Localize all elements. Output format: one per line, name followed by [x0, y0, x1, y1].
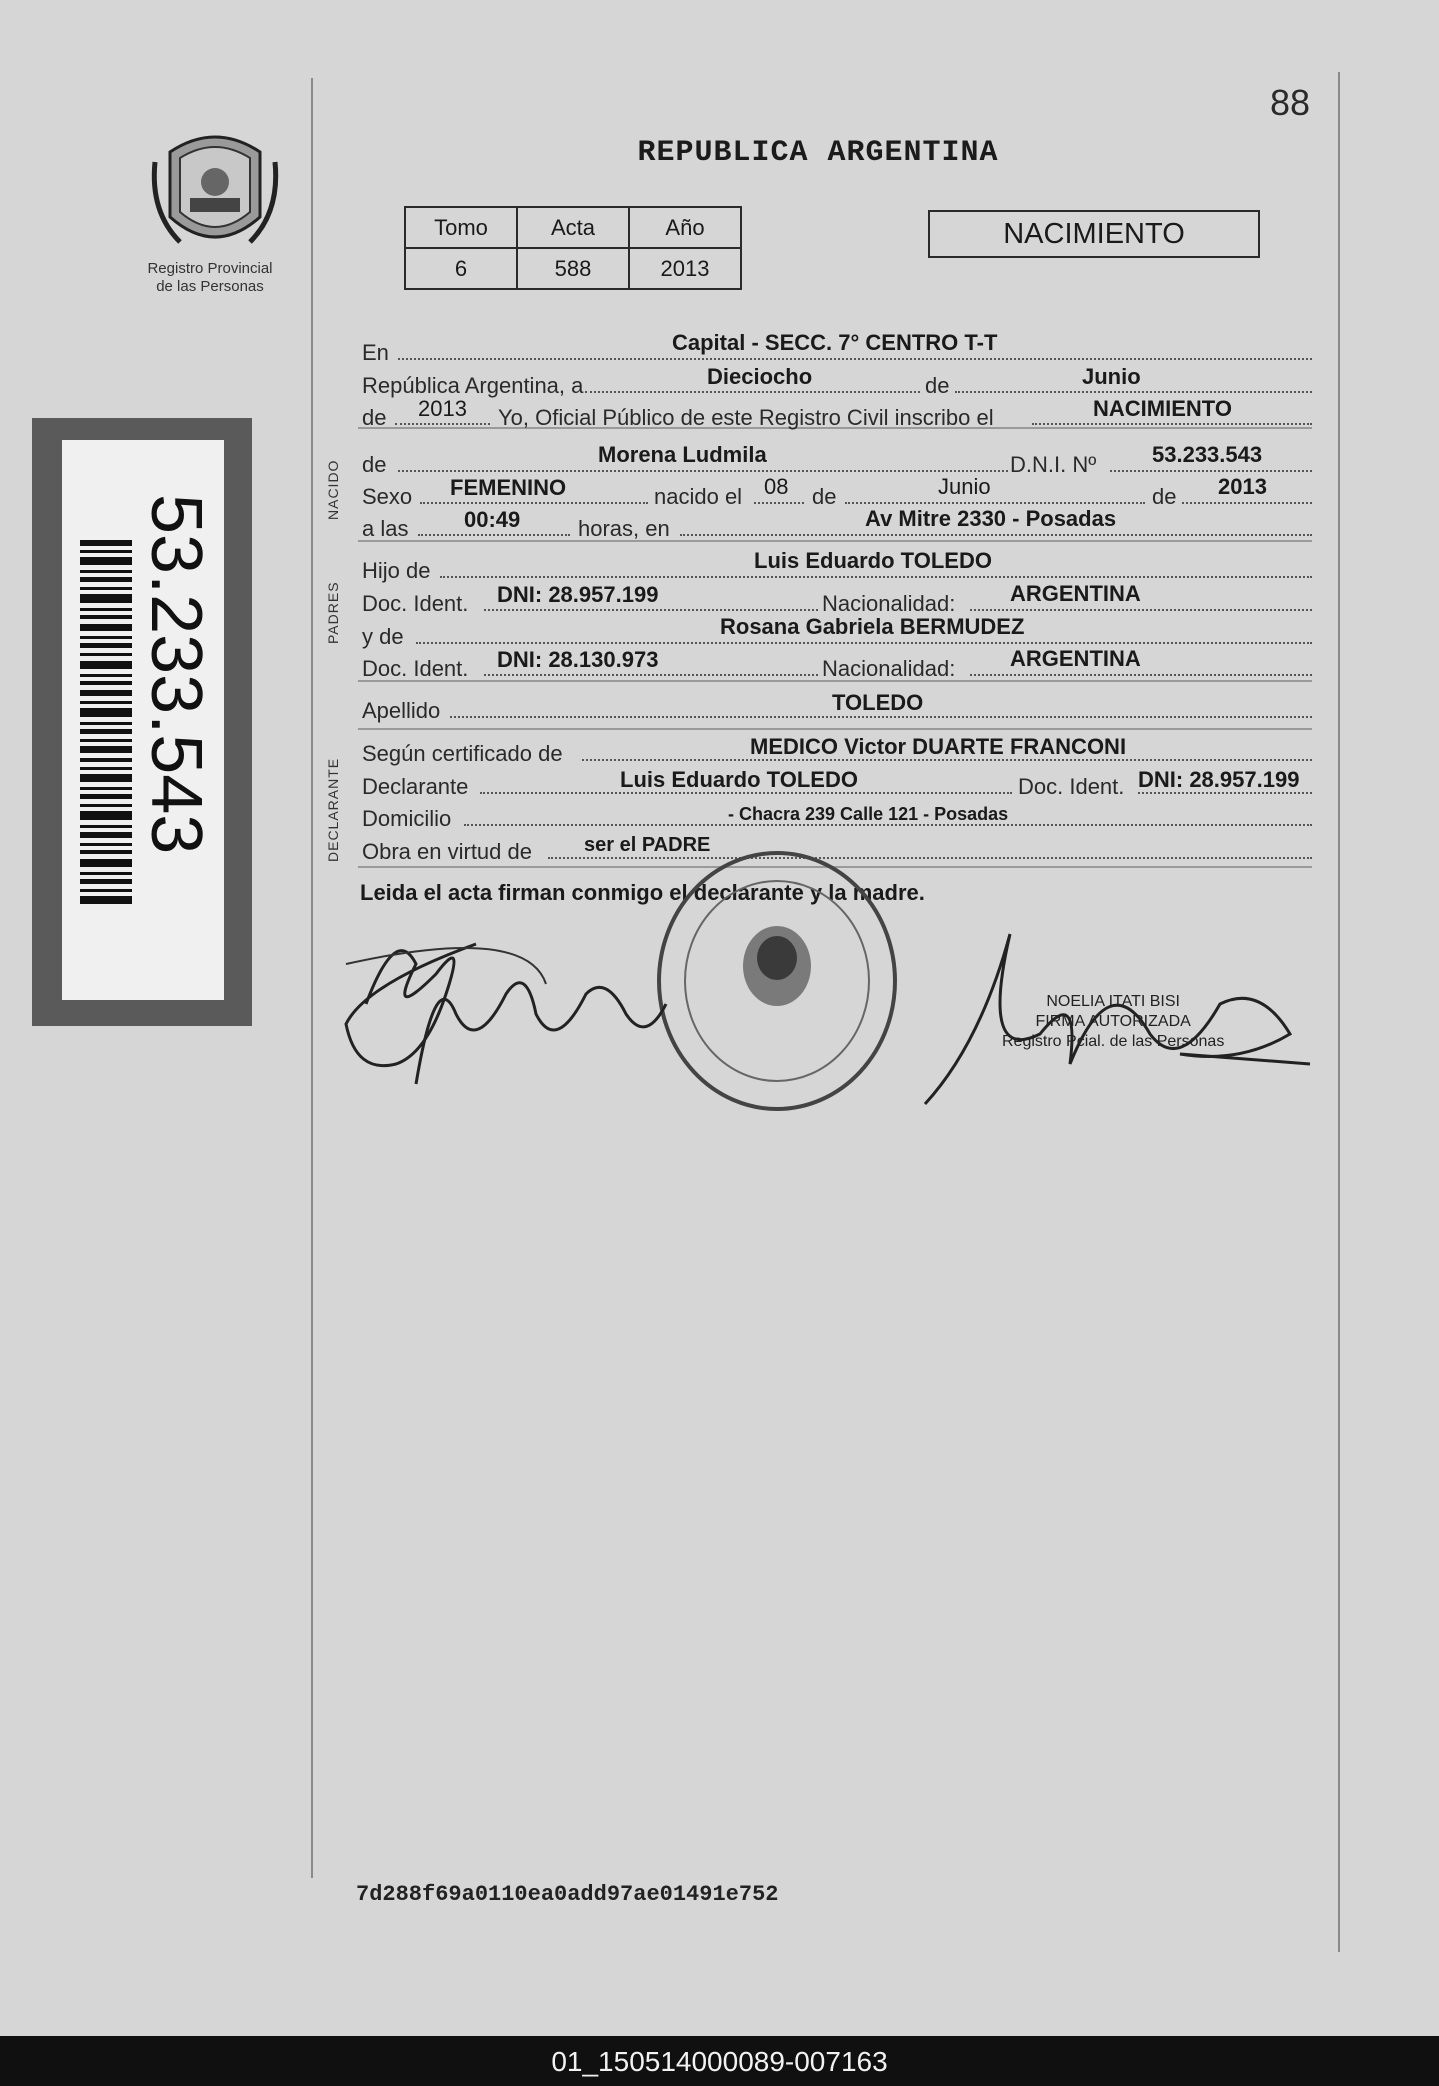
- label-dni-no: D.N.I. Nº: [1010, 452, 1097, 477]
- label-de-nac-anio: de: [1152, 484, 1177, 509]
- dots-madre: [416, 642, 1312, 644]
- value-declarante-doc: DNI: 28.957.199: [1138, 767, 1300, 792]
- label-domicilio: Domicilio: [362, 806, 452, 831]
- section-declarante-label: DECLARANTE: [325, 757, 341, 862]
- value-padre-nac: ARGENTINA: [1010, 581, 1141, 606]
- registry-table: [404, 206, 742, 290]
- value-lugar-nac: Av Mitre 2330 - Posadas: [865, 506, 1117, 531]
- value-dni: 53.233.543: [1152, 442, 1263, 467]
- country-title: REPUBLICA ARGENTINA: [637, 136, 999, 170]
- label-doc-ident-declarante: Doc. Ident.: [1018, 774, 1125, 799]
- seal-caption-line2: de las Personas: [156, 278, 264, 295]
- section-nacido-label: NACIDO: [325, 459, 341, 520]
- label-y-de: y de: [362, 624, 404, 649]
- official-office: Registro Pcial. de las Personas: [1002, 1033, 1225, 1050]
- registry-value-row: [405, 248, 741, 289]
- dots-anio: [395, 423, 490, 425]
- svg-text:53.233.543: 53.233.543: [136, 494, 216, 855]
- right-margin-line: [1338, 72, 1340, 1952]
- label-republica: República Argentina, a: [362, 373, 584, 398]
- value-lugar: Capital - SECC. 7° CENTRO T-T: [672, 330, 998, 355]
- registry-header-row: [405, 207, 741, 248]
- label-doc-ident-padre: Doc. Ident.: [362, 591, 469, 616]
- seal-caption: [135, 260, 285, 296]
- label-de-anio: de: [362, 405, 387, 430]
- value-certificado: MEDICO Victor DUARTE FRANCONI: [750, 734, 1127, 759]
- value-anio: 2013: [629, 248, 741, 289]
- dots-mes: [955, 391, 1312, 393]
- dots-nombre: [398, 470, 1008, 472]
- label-en: En: [362, 340, 389, 365]
- value-anio: 2013: [418, 396, 467, 421]
- value-nac-dia: 08: [764, 474, 789, 499]
- dots-declarante-doc: [1138, 792, 1312, 794]
- value-nac-anio: 2013: [1218, 474, 1267, 499]
- label-nacionalidad-padre: Nacionalidad:: [822, 591, 956, 616]
- provincial-seal-logo: [150, 122, 280, 257]
- official-title: FIRMA AUTORIZADA: [1035, 1013, 1191, 1030]
- dots-madre-nac: [970, 674, 1312, 676]
- header-acta: Acta: [517, 207, 629, 248]
- header-tomo: Tomo: [405, 207, 517, 248]
- dots-dia: [585, 391, 920, 393]
- value-nac-mes: Junio: [938, 474, 991, 499]
- value-madre-nac: ARGENTINA: [1010, 646, 1141, 671]
- label-a-las: a las: [362, 516, 409, 541]
- label-sexo: Sexo: [362, 484, 413, 509]
- footer-id: 01_150514000089-007163: [551, 2046, 888, 2077]
- dots-sexo: [420, 502, 648, 504]
- label-yo-oficial: Yo, Oficial Público de este Registro Civil inscribo el: [498, 405, 994, 430]
- official-block: [1002, 992, 1224, 1052]
- header-anio: Año: [629, 207, 741, 248]
- value-madre: Rosana Gabriela BERMUDEZ: [720, 614, 1025, 639]
- dots-en: [398, 358, 1312, 360]
- record-type-box: NACIMIENTO: [928, 210, 1260, 258]
- label-nacionalidad-madre: Nacionalidad:: [822, 656, 956, 681]
- dots-hora: [418, 534, 570, 536]
- value-nombre: Morena Ludmila: [598, 442, 767, 467]
- dots-dni: [1110, 470, 1312, 472]
- label-doc-ident-madre: Doc. Ident.: [362, 656, 469, 681]
- value-tipo: NACIMIENTO: [1093, 396, 1232, 421]
- label-hijo-de: Hijo de: [362, 558, 431, 583]
- dots-madre-doc: [484, 674, 818, 676]
- section-padres-label: PADRES: [325, 581, 341, 644]
- dots-apellido: [450, 716, 1312, 718]
- barcode-number: [136, 490, 230, 950]
- barcode-bars: [80, 540, 132, 910]
- value-apellido: TOLEDO: [832, 690, 924, 715]
- document-hash: 7d288f69a0110ea0add97ae01491e752: [356, 1882, 779, 1907]
- left-margin-line: [311, 78, 313, 1878]
- dots-nac-dia: [754, 502, 804, 504]
- label-horas-en: horas, en: [578, 516, 670, 541]
- label-de-nombre: de: [362, 452, 387, 477]
- value-obra-virtud: ser el PADRE: [584, 834, 711, 856]
- dots-tipo: [1032, 423, 1312, 425]
- page-number: 88: [1270, 82, 1311, 123]
- value-domicilio: - Chacra 239 Calle 121 - Posadas: [728, 804, 1009, 824]
- label-apellido: Apellido: [362, 698, 441, 723]
- value-declarante: Luis Eduardo TOLEDO: [620, 767, 858, 792]
- label-de-nac-mes: de: [812, 484, 837, 509]
- separator-4: [358, 728, 1312, 730]
- label-declarante: Declarante: [362, 774, 469, 799]
- dots-padre: [440, 576, 1312, 578]
- value-acta: 588: [517, 248, 629, 289]
- dots-lugar-nac: [680, 534, 1312, 536]
- label-obra-virtud: Obra en virtud de: [362, 839, 532, 864]
- value-tomo: 6: [405, 248, 517, 289]
- value-mes: Junio: [1082, 364, 1141, 389]
- dots-nac-anio: [1182, 502, 1312, 504]
- label-de-mes: de: [925, 373, 950, 398]
- closing-statement: Leida el acta firman conmigo el declarante y la madre.: [360, 880, 925, 905]
- official-name: NOELIA ITATI BISI: [1046, 993, 1180, 1010]
- dots-padre-nac: [970, 609, 1312, 611]
- separator-2: [358, 540, 1312, 542]
- declarant-signature: [326, 904, 706, 1094]
- value-sexo: FEMENINO: [450, 475, 567, 500]
- value-hora: 00:49: [464, 507, 521, 532]
- dots-padre-doc: [484, 609, 818, 611]
- dots-nac-mes: [845, 502, 1145, 504]
- value-padre-doc: DNI: 28.957.199: [497, 582, 659, 607]
- value-dia-letras: Dieciocho: [707, 364, 813, 389]
- value-padre: Luis Eduardo TOLEDO: [754, 548, 992, 573]
- label-segun-cert: Según certificado de: [362, 741, 563, 766]
- seal-caption-line1: Registro Provincial: [147, 260, 273, 277]
- value-madre-doc: DNI: 28.130.973: [497, 647, 659, 672]
- label-nacido-el: nacido el: [654, 484, 743, 509]
